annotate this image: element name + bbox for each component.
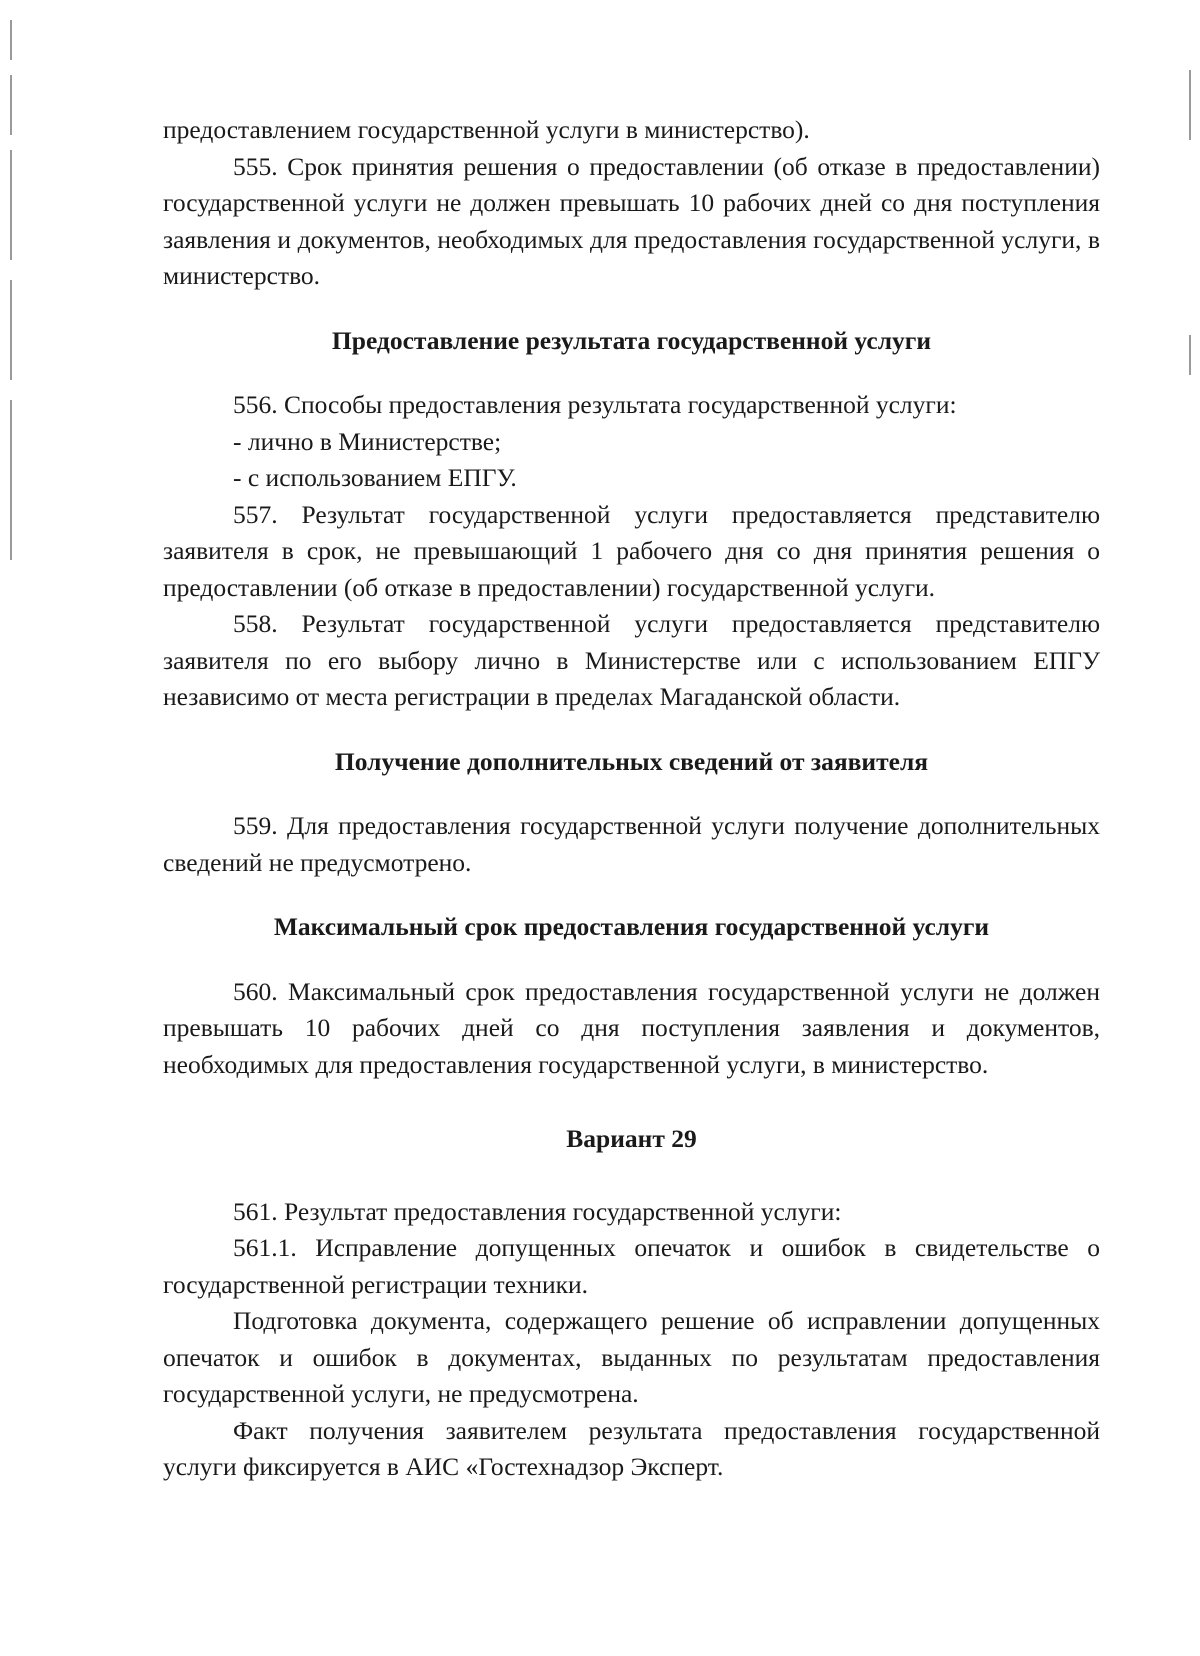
- paragraph-556: 556. Способы предоставления результата государственной услуги:: [233, 390, 957, 419]
- paragraph-558: 558. Результат государственной услуги предоставляется представителю заявителя по его выбору лично в Министерстве или с использованием ЕПГУ независимо от места регистрации в пределах Магаданской области.: [163, 609, 1100, 711]
- scan-edge-left-4: [10, 280, 12, 380]
- scan-edge-left-3: [10, 150, 12, 260]
- document-page: [163, 112, 1100, 1486]
- list-item-epgu: - с использованием ЕПГУ.: [233, 463, 517, 492]
- paragraph-561-1: 561.1. Исправление допущенных опечаток и ошибок в свидетельстве о государственной регистрации техники.: [163, 1233, 1100, 1299]
- scan-edge-left-5: [10, 400, 12, 560]
- heading-result-provision: Предоставление результата государственной услуги: [331, 325, 932, 355]
- scan-edge-right-1: [1189, 70, 1191, 140]
- paragraph-560: 560. Максимальный срок предоставления государственной услуги не должен превышать 10 рабочих дней со дня поступления заявления и документов, необходимых для предоставления государственной услуги, в министерство.: [163, 976, 1100, 1079]
- paragraph-561: 561. Результат предоставления государственной услуги:: [233, 1196, 842, 1226]
- heading-variant-29: Вариант 29: [566, 1124, 697, 1153]
- paragraph-continuation: предоставлением государственной услуги в министерство).: [163, 115, 810, 144]
- scan-edge-left-2: [10, 75, 12, 135]
- paragraph-559: 559. Для предоставления государственной услуги получение дополнительных сведений не предусмотрено.: [163, 811, 1100, 877]
- list-item-in-person: - лично в Министерстве;: [233, 426, 502, 456]
- scan-edge-right-2: [1189, 335, 1191, 375]
- paragraph-557: 557. Результат государственной услуги предоставляется представителю заявителя в срок, не превышающий 1 рабочего дня со дня принятия решения о предоставлении (об отказе в предоставлении) государственной услуги.: [163, 499, 1100, 602]
- paragraph-fact: Факт получения заявителем результата предоставления государственной услуги фиксируется в АИС «Гостехнадзор Эксперт.: [163, 1415, 1100, 1481]
- paragraph-555: 555. Срок принятия решения о предоставлении (об отказе в предоставлении) государственной услуги не должен превышать 10 рабочих дней со дня поступления заявления и документов, необходимых для предоставления государственной услуги, в министерство.: [163, 151, 1100, 290]
- scan-edge-left-1: [10, 20, 12, 60]
- paragraph-preparation: Подготовка документа, содержащего решение об исправлении допущенных опечаток и ошибок в документах, выданных по результатам предоставления государственной услуги, не предусмотрена.: [163, 1306, 1100, 1408]
- heading-max-term: Максимальный срок предоставления государственной услуги: [273, 912, 990, 941]
- heading-additional-info: Получение дополнительных сведений от заявителя: [334, 746, 929, 776]
